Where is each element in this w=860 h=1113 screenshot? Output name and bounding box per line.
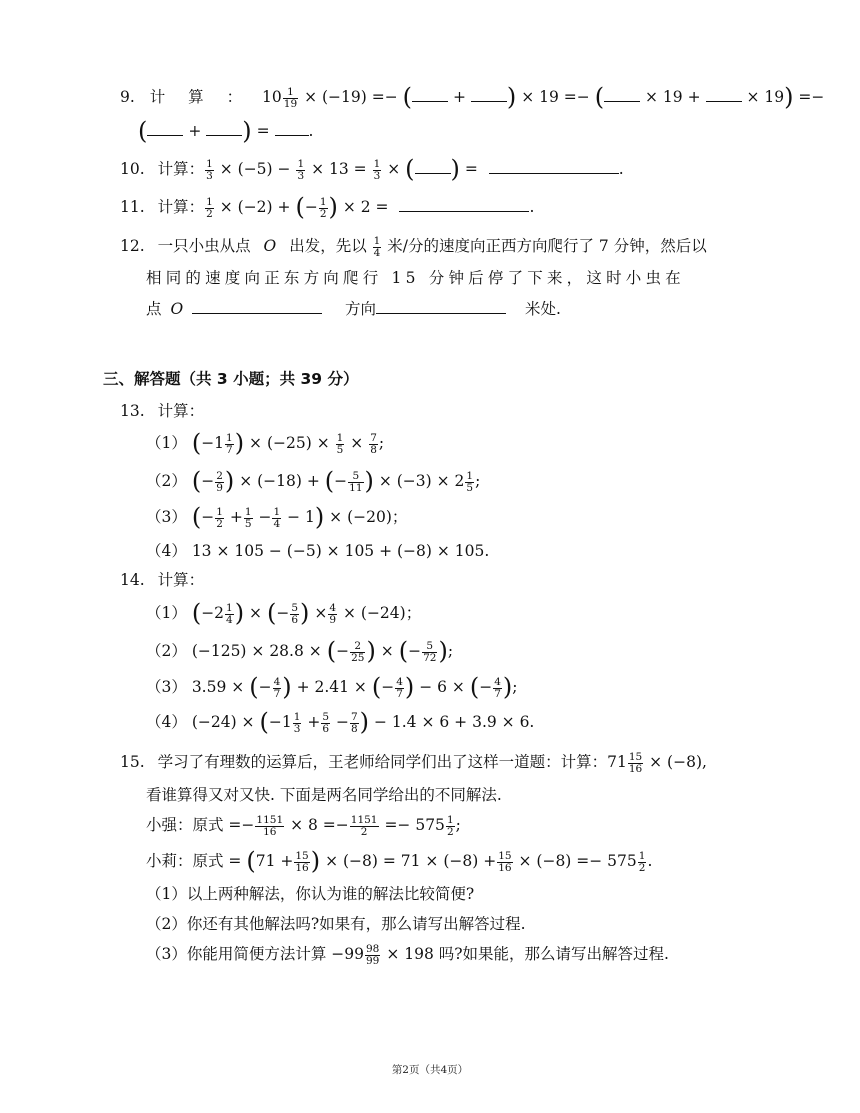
q11-text: × (−2) + bbox=[219, 198, 291, 216]
q12-text: 米/分的速度向正西方向爬行了 7 分钟，然后以 bbox=[387, 237, 707, 255]
q10-equals: = bbox=[464, 160, 478, 178]
q10-number: 10. bbox=[120, 160, 145, 178]
q11-text: × 2 = bbox=[342, 198, 389, 216]
q14-label: 计算： bbox=[157, 571, 205, 589]
q9-blank-6[interactable] bbox=[206, 121, 242, 136]
q15-part-2: （2）你还有其他解法吗?如果有，那么请写出解答过程. bbox=[146, 915, 526, 933]
q9-number: 9. bbox=[120, 88, 135, 106]
q14-item-2: （2） (−125) × 28.8 × (− $\frac{2}{25}$ ) × (− $\frac{5}{72}$ ); bbox=[146, 637, 454, 665]
q11-label: 计算： bbox=[157, 198, 205, 216]
q13-number: 13. bbox=[120, 402, 145, 420]
q13-item-3: （3） (− $\frac{1}{2}$ + $\frac{1}{5}$ − $\frac{1}{4}$ − 1) × (−20)； bbox=[146, 503, 408, 531]
q9-text: × 19 bbox=[746, 88, 785, 106]
item-marker: （1） bbox=[146, 604, 187, 622]
q9-int: 10 bbox=[262, 88, 282, 106]
q9-line1: 9. 计 算 ： 10 $\frac{1}{19}$ × (−19) =− ( + ) × 19 =− ( × 19 + × 19) =− bbox=[120, 83, 825, 111]
q9-plus: + bbox=[188, 122, 202, 140]
q12-line1 bbox=[120, 235, 707, 259]
q10-frac-1: $\frac{1}{3}$ bbox=[206, 157, 213, 182]
q12-text: 相同的速度向正东方向爬行 15 分钟后停了下来，这时小虫在 bbox=[146, 269, 685, 287]
q9-blank-3[interactable] bbox=[604, 87, 640, 102]
q11-frac-2: $\frac{1}{2}$ bbox=[319, 195, 327, 220]
q15-number: 15. bbox=[120, 753, 145, 771]
q15-xiaoli: 小莉：原式 = (71 + $\frac{15}{16}$ ) × (−8) = 71 × (−8) + $\frac{15}{16}$ × (−8) =− 575 $\frac{1}{2}$ . bbox=[146, 847, 653, 875]
q14-item-4: （4） (−24) × (−1 $\frac{1}{3}$ + $\frac{5}{6}$ − $\frac{7}{8}$ ) − 1.4 × 6 + 3.9 × 6. bbox=[146, 708, 535, 736]
q11-frac-1: $\frac{1}{2}$ bbox=[206, 195, 213, 220]
q10-blank-2[interactable] bbox=[489, 159, 619, 174]
q9-text: =− bbox=[798, 88, 825, 106]
q9-text: × 19 + bbox=[645, 88, 701, 106]
item-marker: （2） bbox=[146, 472, 187, 490]
q10-line: 10. 计算： $\frac{1}{3}$ × (−5) − $\frac{1}{3}$ × 13 = $\frac{1}{3}$ × ( ) = . bbox=[120, 155, 624, 183]
q9-text: × 19 =− bbox=[521, 88, 590, 106]
item-marker: （4） bbox=[146, 542, 187, 560]
q14-heading bbox=[120, 569, 204, 591]
q13-item-4: （4） 13 × 105 − (−5) × 105 + (−8) × 105. bbox=[146, 542, 490, 560]
q10-period: . bbox=[618, 160, 624, 178]
q9-blank-5[interactable] bbox=[147, 121, 183, 136]
item-marker: （4） bbox=[146, 713, 187, 731]
q11-blank[interactable] bbox=[399, 197, 529, 212]
item-marker: （1） bbox=[146, 434, 187, 452]
q11-minus: − bbox=[304, 198, 318, 216]
q15-part-3: （3）你能用简便方法计算 −99 $\frac{98}{99}$ × 198 吗?如果能，那么请写出解答过程. bbox=[146, 942, 669, 967]
q12-frac: $\frac{1}{4}$ bbox=[373, 234, 381, 259]
q11-number: 11. bbox=[120, 198, 145, 216]
q9-blank-4[interactable] bbox=[706, 87, 742, 102]
q11-period: . bbox=[529, 198, 535, 216]
q12-text: 点 bbox=[146, 300, 162, 318]
q14-number: 14. bbox=[120, 571, 145, 589]
q13-item-1: （1） (−1 $\frac{1}{7}$ ) × (−25) × $\frac{1}{5}$ × $\frac{7}{8}$ ; bbox=[146, 429, 385, 457]
q13-item-2: （2） (− $\frac{2}{9}$ ) × (−18) + (− $\frac{5}{11}$ ) × (−3) × 2 $\frac{1}{5}$ ; bbox=[146, 467, 481, 495]
q15-line1: 15. 学习了有理数的运算后，王老师给同学们出了这样一道题：计算：71 $\frac{15}{16}$ × (−8), bbox=[120, 750, 707, 775]
q9-plus: + bbox=[452, 88, 466, 106]
q9-label: 计 算 ： bbox=[149, 88, 252, 106]
q10-label: 计算： bbox=[157, 160, 205, 178]
item-marker: （3） bbox=[146, 678, 187, 696]
q12-point-o: O bbox=[263, 237, 277, 255]
q9-blank-2[interactable] bbox=[471, 87, 507, 102]
q12-blank-2[interactable] bbox=[376, 299, 506, 314]
q9-text: × (−19) =− bbox=[304, 88, 398, 106]
item-marker: （3） bbox=[146, 508, 187, 526]
q12-line3 bbox=[146, 298, 561, 320]
q10-blank-1[interactable] bbox=[415, 159, 451, 174]
q10-frac-3: $\frac{1}{3}$ bbox=[373, 157, 381, 182]
q13-heading bbox=[120, 400, 204, 422]
q15-part-1: （1）以上两种解法，你认为谁的解法比较简便? bbox=[146, 885, 475, 903]
item-marker: （2） bbox=[146, 642, 187, 660]
q12-text: 一只小虫从点 bbox=[157, 237, 251, 255]
q12-number: 12. bbox=[120, 237, 145, 255]
q10-times: × bbox=[387, 160, 401, 178]
page-footer: 第2页（共4页） bbox=[391, 1064, 469, 1076]
q12-point-o: O bbox=[170, 300, 184, 318]
q9-period: . bbox=[308, 122, 314, 140]
q15-xiaoqiang: 小强：原式 =− $\frac{1151}{16}$ × 8 =− $\frac{1151}{2}$ =− 575 $\frac{1}{2}$ ; bbox=[146, 813, 461, 838]
q10-frac-2: $\frac{1}{3}$ bbox=[297, 157, 305, 182]
q9-blank-1[interactable] bbox=[412, 87, 448, 102]
q9-equals: = bbox=[256, 122, 270, 140]
q10-text: × (−5) − bbox=[219, 160, 291, 178]
q9-line2: ( + ) = . bbox=[138, 117, 314, 145]
q14-item-3: （3） 3.59 × (− $\frac{4}{7}$ ) + 2.41 × (− $\frac{4}{7}$ ) − 6 × (− $\frac{4}{7}$ ); bbox=[146, 673, 518, 701]
q14-item-1: （1） (−2 $\frac{1}{4}$ ) × (− $\frac{5}{6}$ ) × $\frac{4}{9}$ × (−24)； bbox=[146, 599, 422, 627]
q12-text: 出发，先以 bbox=[289, 237, 367, 255]
q12-text: 米处. bbox=[525, 300, 561, 318]
q13-label: 计算： bbox=[157, 402, 205, 420]
q11-line: 11. 计算： $\frac{1}{2}$ × (−2) + (− $\frac{1}{2}$ ) × 2 = . bbox=[120, 193, 535, 221]
q9-frac: $\frac{1}{19}$ bbox=[283, 85, 298, 110]
q10-text: × 13 = bbox=[311, 160, 367, 178]
section-heading: 三、解答题（共 3 小题；共 39 分） bbox=[103, 370, 359, 388]
q12-blank-1[interactable] bbox=[192, 299, 322, 314]
q12-text: 方向 bbox=[345, 300, 377, 318]
q9-blank-7[interactable] bbox=[275, 121, 309, 136]
q15-line2: 看谁算得又对又快. 下面是两名同学给出的不同解法. bbox=[146, 786, 502, 804]
q12-line2 bbox=[146, 267, 685, 289]
